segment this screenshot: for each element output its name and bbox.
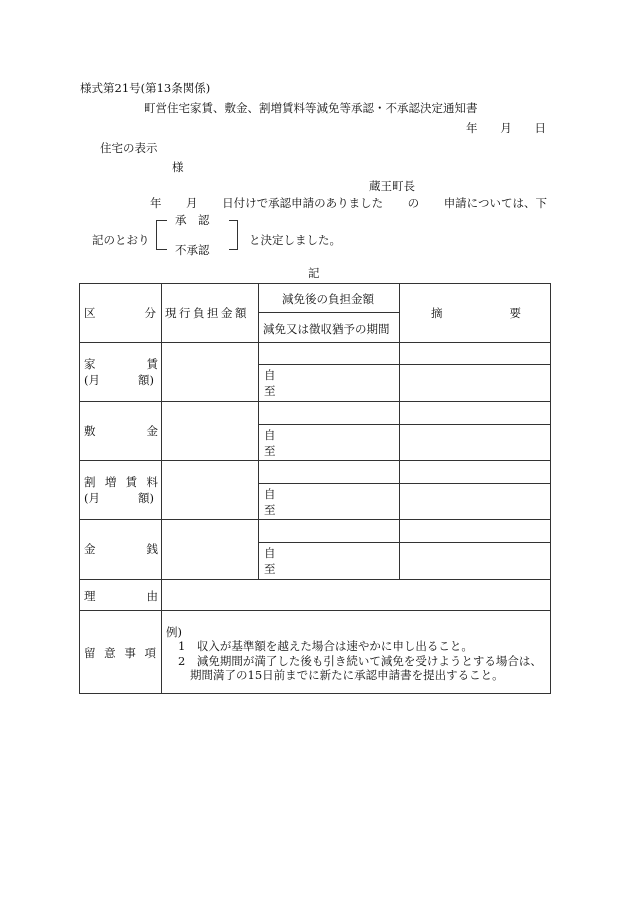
row-rent-to: 至 xyxy=(264,384,276,398)
row-rent-sublabel: (月 額) xyxy=(84,373,154,387)
addressee-suffix: 様 xyxy=(172,160,184,174)
row-deposit-from: 自 xyxy=(264,428,276,442)
notes-label: 留 意 事 項 xyxy=(84,646,156,660)
application-rest: 申請については、下 xyxy=(443,196,547,210)
header-category: 区 分 xyxy=(84,306,156,320)
house-label: 住宅の表示 xyxy=(100,141,158,155)
reason-label: 理 由 xyxy=(84,589,158,603)
issue-date xyxy=(466,121,546,135)
body-line-2-prefix: 記のとおり xyxy=(92,233,150,247)
header-after-reduction: 減免後の負担金額 xyxy=(282,292,374,306)
ki-heading: 記 xyxy=(308,266,320,280)
option-reject: 不承認 xyxy=(175,243,210,257)
row-money-from: 自 xyxy=(264,546,276,560)
row-money-label: 金 銭 xyxy=(84,542,158,556)
row-deposit-to: 至 xyxy=(264,444,276,458)
application-no: の xyxy=(407,196,420,210)
body-line-1 xyxy=(150,196,547,210)
application-day-text: 日付けで承認申請のありました xyxy=(222,196,384,210)
option-approve: 承 認 xyxy=(175,213,210,227)
row-rent-label: 家 賃 xyxy=(84,357,158,371)
row-rent-from: 自 xyxy=(264,368,276,382)
row-money-to: 至 xyxy=(264,562,276,576)
row-surcharge-to: 至 xyxy=(264,503,276,517)
row-surcharge-from: 自 xyxy=(264,487,276,501)
row-deposit-label: 敷 金 xyxy=(84,424,158,438)
date-year-label: 年 xyxy=(466,121,478,135)
decision-bracket xyxy=(156,213,238,257)
notes-item-1: 1 収入が基準額を越えた場合は速やかに申し出ること。 xyxy=(178,639,473,653)
application-year: 年 xyxy=(150,196,162,210)
notes-item-2-cont: 期間満了の15日前までに新たに承認申請書を提出すること。 xyxy=(190,668,504,682)
issuer: 蔵王町長 xyxy=(369,179,415,193)
row-surcharge-sublabel: (月 額) xyxy=(84,491,154,505)
header-current-burden: 現行負担金額 xyxy=(165,306,249,320)
header-remarks: 摘 要 xyxy=(431,306,521,320)
date-day-label: 日 xyxy=(534,121,546,135)
header-period: 減免又は徴収猶予の期間 xyxy=(263,322,390,336)
form-number: 様式第21号(第13条関係) xyxy=(80,81,211,95)
notes-example: 例) xyxy=(166,625,182,639)
date-month-label: 月 xyxy=(500,121,512,135)
row-surcharge-label: 割 増 賃 料 xyxy=(84,475,158,489)
body-line-2-suffix: と決定しました。 xyxy=(249,233,341,247)
document-title: 町営住宅家賃、敷金、割増賃料等減免等承認・不承認決定通知書 xyxy=(144,101,478,115)
application-month: 月 xyxy=(186,196,198,210)
notes-item-2: 2 減免期間が満了した後も引き続いて減免を受けようとする場合は、 xyxy=(178,654,542,668)
